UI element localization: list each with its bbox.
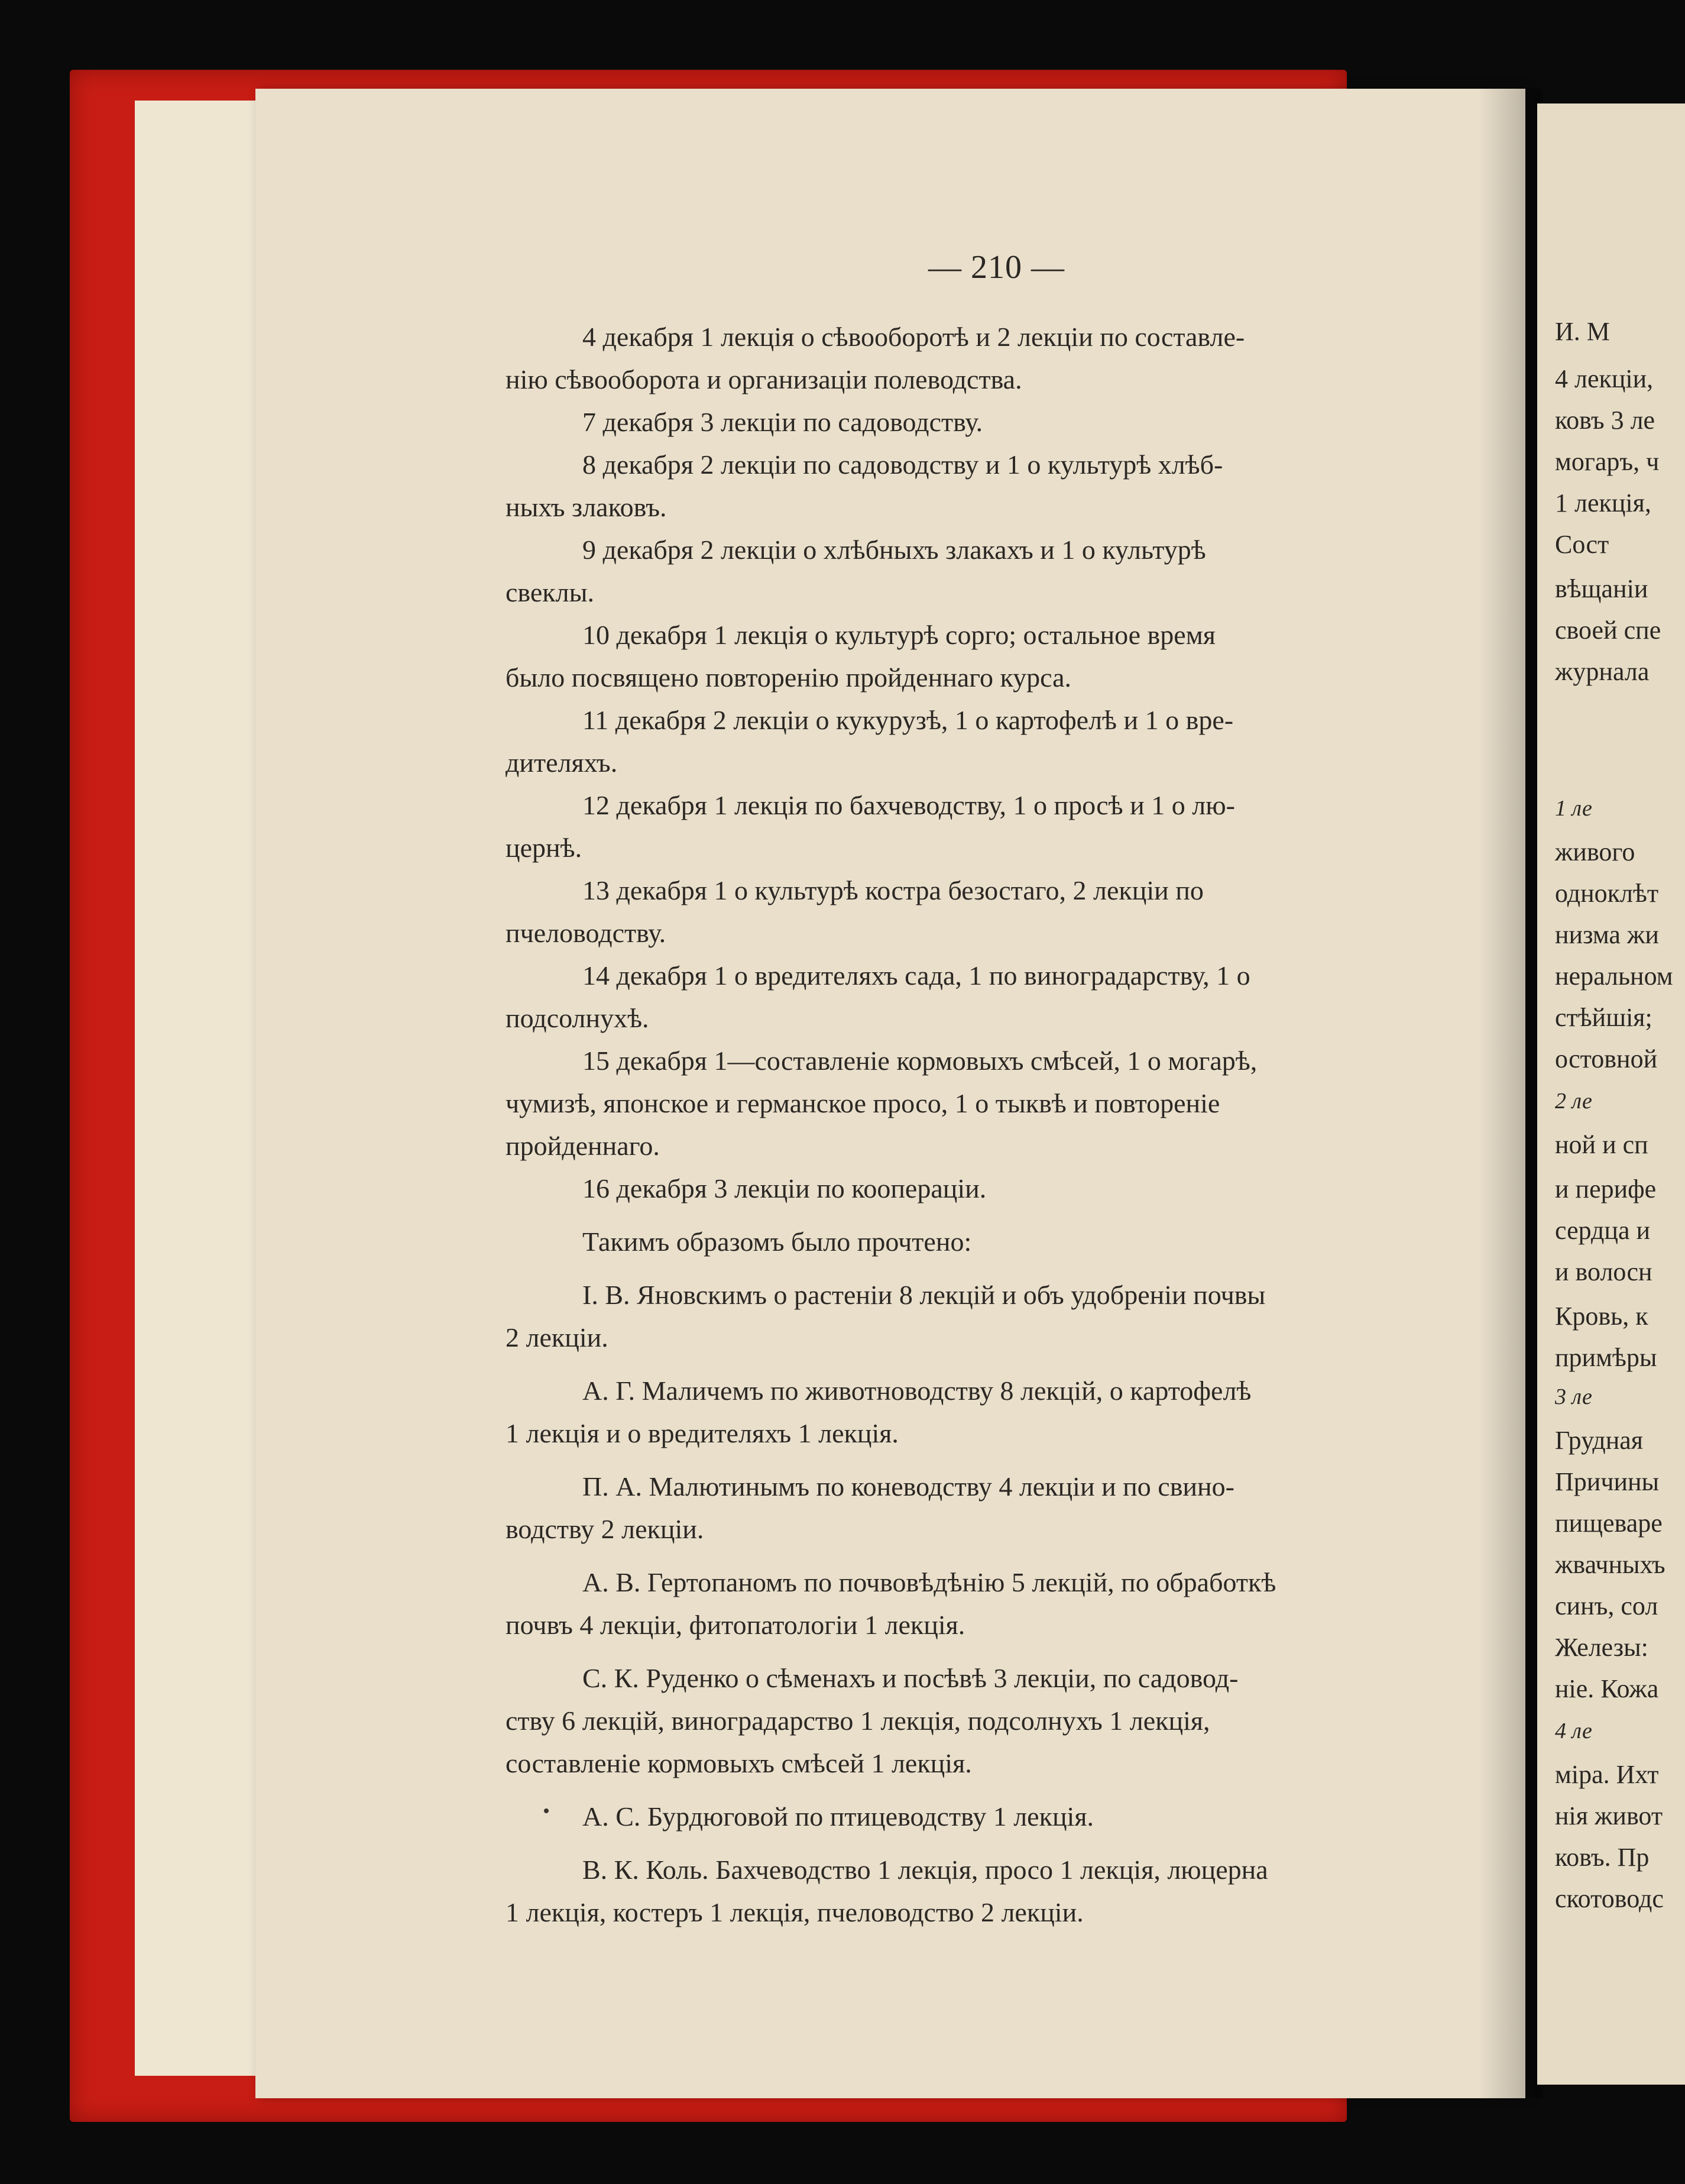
fragment-line: ной и сп (1555, 1130, 1648, 1159)
fragment-line: Железы: (1555, 1633, 1648, 1662)
adjacent-page-fragment (1537, 103, 1685, 2085)
text-line: I. В. Яновскимъ о растеніи 8 лекцій и объ удобреніи почвы (582, 1280, 1266, 1310)
text-line: 12 декабря 1 лекція по бахчеводству, 1 о просѣ и 1 о лю- (582, 790, 1235, 820)
text-line: 14 декабря 1 о вредителяхъ сада, 1 по виноградарству, 1 о (582, 960, 1250, 991)
text-line: 8 декабря 2 лекціи по садоводству и 1 о культурѣ хлѣб- (582, 449, 1223, 480)
fragment-line: 1 лекція, (1555, 488, 1651, 517)
text-line: ству 6 лекцій, виноградарство 1 лекція, подсолнухъ 1 лекція, (505, 1706, 1210, 1736)
fragment-line: Причины (1555, 1467, 1660, 1496)
text-line: 15 декабря 1—составленіе кормовыхъ смѣсей, 1 о могарѣ, (582, 1046, 1258, 1076)
text-line: водству 2 лекціи. (505, 1514, 704, 1544)
text-line: 1 лекція, костеръ 1 лекція, пчеловодство 2 лекціи. (505, 1897, 1084, 1927)
text-line: подсолнухѣ. (505, 1003, 649, 1033)
fragment-line: 1 ле (1555, 796, 1592, 821)
fragment-line: одноклѣт (1555, 879, 1659, 908)
text-line: 13 декабря 1 о культурѣ костра безостаго, 2 лекціи по (582, 875, 1204, 905)
fragment-line: неральном (1555, 962, 1673, 991)
text-line: В. К. Коль. Бахчеводство 1 лекція, просо 1 лекція, люцерна (582, 1855, 1268, 1885)
text-line: пчеловодству. (505, 918, 666, 948)
text-line: 4 декабря 1 лекція о сѣвооборотѣ и 2 лекціи по составле- (582, 322, 1245, 352)
text-line: нію сѣвооборота и организаціи полеводства. (505, 364, 1022, 394)
fragment-line: Кровь, к (1555, 1302, 1648, 1331)
text-line: 11 декабря 2 лекціи о кукурузѣ, 1 о картофелѣ и 1 о вре- (582, 705, 1234, 735)
text-line: А. С. Бурдюговой по птицеводству 1 лекція. (582, 1801, 1094, 1832)
fragment-line: 4 лекціи, (1555, 364, 1654, 393)
fragment-line: пищеваре (1555, 1509, 1663, 1538)
text-line: чумизѣ, японское и германское просо, 1 о тыквѣ и повтореніе (505, 1088, 1220, 1118)
fragment-line: И. М (1555, 317, 1610, 346)
text-line: А. Г. Маличемъ по животноводству 8 лекцій, о картофелѣ (582, 1376, 1252, 1406)
page-gutter-shadow (1478, 89, 1543, 2098)
fragment-line: живого (1555, 837, 1635, 866)
text-line: было посвящено повторенію пройденнаго курса. (505, 662, 1072, 693)
text-line: Такимъ образомъ было прочтено: (582, 1227, 972, 1257)
text-line: 16 декабря 3 лекціи по коопераціи. (582, 1173, 987, 1203)
fragment-line: журнала (1555, 657, 1650, 686)
fragment-line: ковъ. Пр (1555, 1843, 1650, 1872)
text-line: 9 декабря 2 лекціи о хлѣбныхъ злакахъ и 1 о культурѣ (582, 535, 1206, 565)
text-line: 1 лекція и о вредителяхъ 1 лекція. (505, 1418, 899, 1448)
fragment-line: сердца и (1555, 1216, 1651, 1245)
text-line: составленіе кормовыхъ смѣсей 1 лекція. (505, 1748, 972, 1778)
fragment-line: своей спе (1555, 616, 1661, 645)
print-speck (544, 1808, 549, 1813)
fragment-line: примѣры (1555, 1343, 1657, 1372)
text-line: А. В. Гертопаномъ по почвовѣдѣнію 5 лекцій, по обработкѣ (582, 1567, 1276, 1597)
page-number: — 210 — (928, 249, 1065, 286)
fragment-line: 3 ле (1555, 1384, 1592, 1409)
fragment-line: скотоводс (1555, 1884, 1664, 1913)
text-line: 2 лекціи. (505, 1322, 608, 1353)
fragment-line: вѣщаніи (1555, 574, 1648, 603)
fragment-line: Грудная (1555, 1426, 1644, 1455)
text-line: почвъ 4 лекціи, фитопатологіи 1 лекція. (505, 1610, 965, 1640)
text-line: пройденнаго. (505, 1131, 660, 1161)
fragment-line: ковъ 3 ле (1555, 406, 1655, 435)
text-line: П. А. Малютинымъ по коневодству 4 лекціи и по свино- (582, 1471, 1234, 1502)
fragment-line: ніе. Кожа (1555, 1674, 1659, 1703)
fragment-line: міра. Ихт (1555, 1760, 1659, 1789)
fragment-line: остовной (1555, 1044, 1658, 1073)
fragment-line: стѣйшія; (1555, 1003, 1652, 1032)
text-line: 10 декабря 1 лекція о культурѣ сорго; остальное время (582, 620, 1216, 650)
fragment-line: 4 ле (1555, 1719, 1592, 1743)
text-line: свеклы. (505, 577, 594, 607)
fragment-line: жвачныхъ (1555, 1550, 1665, 1579)
text-line: цернѣ. (505, 833, 582, 863)
text-line: С. К. Руденко о сѣменахъ и посѣвѣ 3 лекціи, по садовод- (582, 1663, 1239, 1693)
text-line: ныхъ злаковъ. (505, 492, 667, 522)
fragment-line: низма жи (1555, 920, 1659, 949)
fragment-line: 2 ле (1555, 1089, 1592, 1114)
fragment-line: и перифе (1555, 1174, 1657, 1203)
fragment-line: синъ, сол (1555, 1591, 1658, 1620)
fragment-line: нія живот (1555, 1801, 1663, 1830)
text-line: 7 декабря 3 лекціи по садоводству. (582, 407, 983, 437)
fragment-line: могаръ, ч (1555, 447, 1660, 476)
fragment-line: и волосн (1555, 1257, 1652, 1286)
text-line: дителяхъ. (505, 748, 618, 778)
fragment-line: Сост (1555, 530, 1609, 559)
